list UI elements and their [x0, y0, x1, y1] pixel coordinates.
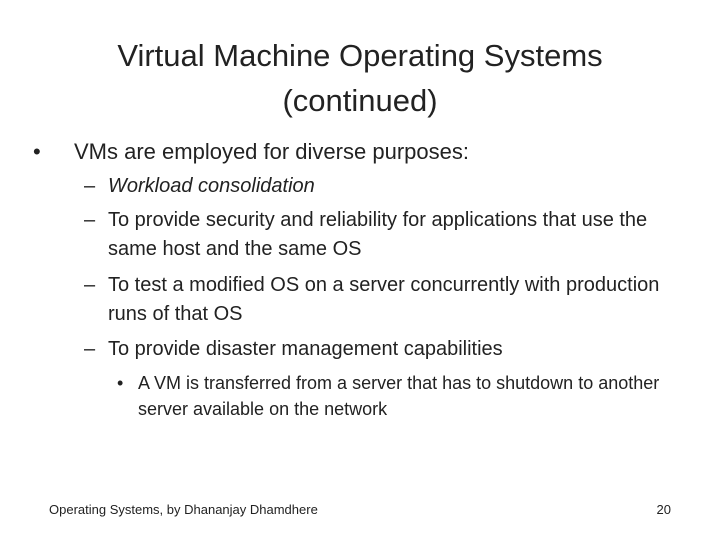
- sub-bullet-text: To provide security and reliability for applications that use the same host and the same OS: [108, 209, 648, 260]
- dash-marker: –: [84, 274, 96, 296]
- sub-bullet-text: To provide disaster management capabilities: [108, 338, 503, 360]
- slide-title: [40, 33, 680, 123]
- sub-sub-bullet-text: A VM is transferred from a server that has to shutdown to another server available on the network: [138, 373, 660, 419]
- sub-bullet-workload: [84, 172, 684, 201]
- title-line-2: (continued): [282, 83, 438, 118]
- main-bullet: [33, 137, 693, 167]
- page-number: 20: [656, 502, 671, 517]
- dash-marker: –: [84, 209, 96, 231]
- bullet-marker: •: [33, 139, 41, 164]
- sub-bullet-security: [84, 206, 684, 264]
- dash-marker: –: [84, 338, 96, 360]
- title-line-1: Virtual Machine Operating Systems: [117, 38, 603, 73]
- bullet-marker: •: [117, 373, 124, 393]
- dash-marker: –: [84, 175, 96, 197]
- footer-credit: Operating Systems, by Dhananjay Dhamdhere: [49, 502, 318, 517]
- main-bullet-text: VMs are employed for diverse purposes:: [74, 139, 469, 164]
- sub-bullet-text: Workload consolidation: [108, 175, 315, 197]
- sub-sub-bullet: [117, 370, 687, 422]
- sub-bullet-test: [84, 271, 684, 329]
- sub-bullet-disaster: [84, 335, 684, 364]
- sub-bullet-text: To test a modified OS on a server concurrently with production runs of that OS: [108, 274, 660, 325]
